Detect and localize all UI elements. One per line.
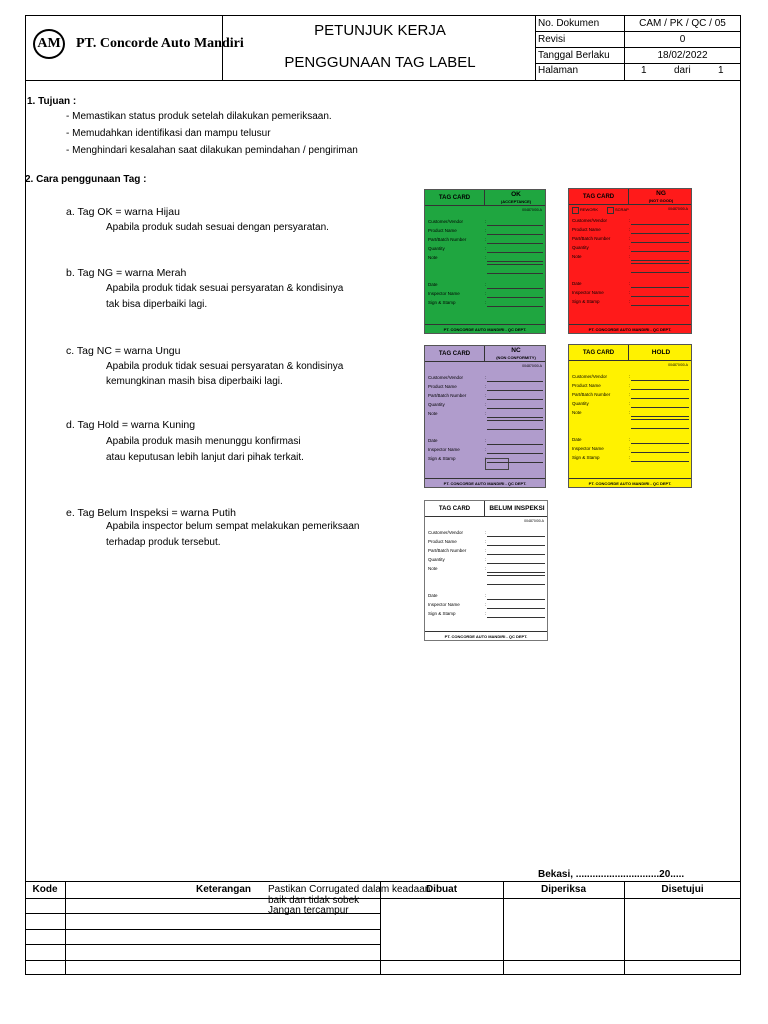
tag-note-line — [487, 420, 543, 421]
tag-field-label: Quantity — [572, 245, 589, 250]
header-bottom-rule — [25, 80, 741, 81]
meta-label: Halaman — [538, 65, 579, 76]
tag-field-line — [631, 242, 689, 243]
tag-nc-title: c. Tag NC = warna Ungu — [66, 345, 181, 357]
footer-col-rule — [624, 881, 625, 975]
tag-field-line — [487, 572, 545, 573]
tag-note-line — [631, 428, 689, 429]
meta-label: Tanggal Berlaku — [538, 50, 610, 61]
col-dibuat: Dibuat — [425, 884, 458, 895]
tag-field-colon: : — [629, 374, 631, 379]
tag-field-colon: : — [485, 593, 487, 598]
meta-value: 0 — [679, 34, 686, 45]
tag-card-status: NG — [656, 190, 666, 197]
section-2-heading: 2. Cara penggunaan Tag : — [25, 174, 147, 185]
tag-field-line — [631, 461, 689, 462]
tag-field-line — [487, 399, 543, 400]
tag-field-label: Part/Batch Number — [428, 237, 467, 242]
tag-field-line — [487, 408, 543, 409]
tag-card-hold — [568, 344, 692, 488]
col-keterangan: Keterangan — [196, 884, 252, 895]
purpose-item: - Memastikan status produk setelah dilakukan pemeriksaan. — [66, 111, 332, 122]
tag-card-substatus: (NON CONFORMITY) — [496, 355, 536, 360]
tag-field-label: Product Name — [428, 228, 457, 233]
tag-field-line — [631, 443, 689, 444]
tag-field-line — [487, 417, 543, 418]
tag-ng-desc: tak bisa diperbaiki lagi. — [106, 299, 208, 310]
tag-note-line — [631, 419, 689, 420]
tag-field-label: Customer/Vendor — [428, 219, 464, 224]
tag-field-colon: : — [485, 228, 487, 233]
tag-field-line — [487, 243, 543, 244]
tag-field-colon: : — [485, 300, 487, 305]
tag-field-label: Sign & Stamp — [572, 455, 600, 460]
tag-field-line — [631, 224, 689, 225]
tag-field-colon: : — [629, 455, 631, 460]
tag-field-colon: : — [629, 218, 631, 223]
tag-field-line — [487, 617, 545, 618]
tag-field-label: Inspector Name — [572, 290, 604, 295]
tag-card-number: 004870/00.A — [668, 363, 688, 367]
tag-note-line — [631, 263, 689, 264]
tag-field-line — [631, 260, 689, 261]
tag-card-number: 004870/00.A — [524, 519, 544, 523]
tag-field-colon: : — [629, 401, 631, 406]
tag-field-colon: : — [629, 392, 631, 397]
tag-field-label: Customer/Vendor — [428, 530, 464, 535]
tag-card-footer: PT. CONCORDE AUTO MANDIRI - QC DEPT. — [425, 478, 545, 487]
tag-field-colon: : — [485, 566, 487, 571]
stamp-box — [485, 458, 509, 470]
tag-field-colon: : — [629, 236, 631, 241]
tag-field-label: Part/Batch Number — [572, 236, 611, 241]
tag-field-line — [487, 252, 543, 253]
tag-field-line — [487, 390, 543, 391]
tag-field-line — [631, 380, 689, 381]
tag-ok-desc: Apabila produk sudah sesuai dengan persyaratan. — [106, 222, 329, 233]
tag-field-colon: : — [629, 299, 631, 304]
tag-field-label: Sign & Stamp — [428, 300, 456, 305]
footer-col-rule — [65, 881, 66, 975]
tag-card-number: 004870/00.A — [668, 207, 688, 211]
document-title: PETUNJUK KERJA — [314, 22, 446, 39]
page-of: dari — [674, 65, 691, 76]
tag-field-label: Sign & Stamp — [572, 299, 600, 304]
meta-value: 18/02/2022 — [657, 50, 708, 61]
tag-field-line — [631, 452, 689, 453]
tag-field-colon: : — [485, 255, 487, 260]
company-name: PT. Concorde Auto Mandiri — [76, 36, 244, 51]
tag-field-label: Customer/Vendor — [428, 375, 464, 380]
tag-field-label: Inspector Name — [428, 291, 460, 296]
tag-card-ng — [568, 188, 692, 334]
tag-field-line — [631, 251, 689, 252]
tag-field-label: Inspector Name — [428, 602, 460, 607]
meta-rule — [535, 47, 741, 48]
document-subtitle: PENGGUNAAN TAG LABEL — [284, 54, 476, 71]
tag-field-label: Product Name — [428, 384, 457, 389]
tag-field-line — [487, 563, 545, 564]
tag-field-colon: : — [485, 219, 487, 224]
meta-rule — [535, 31, 741, 32]
tag-field-colon: : — [485, 456, 487, 461]
tag-note-line — [487, 273, 543, 274]
section-1-heading: 1. Tujuan : — [27, 96, 77, 107]
tag-field-colon: : — [485, 291, 487, 296]
tag-card-belum-inspeksi — [424, 500, 548, 641]
tag-card-substatus: (NOT GOOD) — [648, 198, 674, 203]
tag-field-colon: : — [485, 602, 487, 607]
tag-field-label: Inspector Name — [572, 446, 604, 451]
place-date: Bekasi, ..............................20..... — [538, 869, 685, 880]
tag-field-line — [487, 536, 545, 537]
col-disetujui: Disetujui — [661, 884, 704, 895]
tag-hold-desc: atau keputusan lebih lanjut dari pihak terkait. — [106, 452, 304, 463]
tag-field-label: Date — [572, 437, 582, 442]
tag-field-colon: : — [485, 530, 487, 535]
tag-field-line — [487, 599, 545, 600]
tag-field-colon: : — [485, 539, 487, 544]
tag-field-label: Note — [572, 410, 582, 415]
tag-hold-desc: Apabila produk masih menunggu konfirmasi — [106, 436, 301, 447]
tag-field-line — [487, 608, 545, 609]
logo-letters: AM — [37, 36, 61, 51]
tag-field-colon: : — [485, 411, 487, 416]
tag-field-colon: : — [485, 393, 487, 398]
tag-belum-desc: Apabila inspector belum sempat melakukan pemeriksaan — [106, 521, 360, 532]
tag-field-colon: : — [485, 557, 487, 562]
tag-card-status: NC — [511, 347, 521, 354]
tag-field-line — [487, 288, 543, 289]
tag-field-label: Quantity — [428, 402, 445, 407]
tag-ok-title: a. Tag OK = warna Hijau — [66, 206, 180, 218]
footer-col-rule — [380, 881, 381, 975]
tag-field-line — [487, 462, 543, 463]
tag-card-nc — [424, 345, 546, 488]
tag-field-colon: : — [485, 384, 487, 389]
tag-field-line — [631, 233, 689, 234]
tag-field-line — [631, 398, 689, 399]
tag-field-colon: : — [485, 611, 487, 616]
tag-nc-desc: Apabila produk tidak sesuai persyaratan & kondisinya — [106, 361, 344, 372]
company-logo — [33, 29, 65, 59]
note-line: Pastikan Corrugated dalam keadaan — [268, 884, 431, 895]
tag-note-line — [487, 429, 543, 430]
tag-field-colon: : — [485, 375, 487, 380]
tag-field-label: Quantity — [428, 246, 445, 251]
scrap-checkbox — [607, 207, 614, 214]
tag-field-label: Date — [428, 438, 438, 443]
tag-hold-title: d. Tag Hold = warna Kuning — [66, 419, 196, 431]
tag-card-number: 004870/00.A — [522, 208, 542, 212]
tag-nc-desc: kemungkinan masih bisa diperbaiki lagi. — [106, 376, 283, 387]
tag-field-colon: : — [629, 227, 631, 232]
tag-belum-desc: terhadap produk tersebut. — [106, 537, 221, 548]
tag-field-label: Date — [428, 282, 438, 287]
rework-checkbox — [572, 207, 579, 214]
tag-card-ok — [424, 189, 546, 334]
tag-field-label: Quantity — [572, 401, 589, 406]
tag-field-line — [487, 261, 543, 262]
tag-card-label: TAG CARD — [425, 190, 485, 206]
tag-card-label: TAG CARD — [425, 346, 485, 362]
tag-field-line — [487, 306, 543, 307]
purpose-item: - Memudahkan identifikasi dan mampu telusur — [66, 128, 271, 139]
note-line: Jangan tercampur — [268, 905, 349, 916]
tag-field-colon: : — [485, 447, 487, 452]
footer-col-rule — [503, 881, 504, 975]
tag-field-line — [487, 234, 543, 235]
tag-field-label: Sign & Stamp — [428, 611, 456, 616]
tag-field-colon: : — [485, 402, 487, 407]
tag-belum-title: e. Tag Belum Inspeksi = warna Putih — [66, 507, 236, 519]
tag-field-colon: : — [485, 246, 487, 251]
tag-field-colon: : — [629, 383, 631, 388]
tag-field-label: Part/Batch Number — [428, 393, 467, 398]
tag-field-colon: : — [629, 410, 631, 415]
tag-ng-desc: Apabila produk tidak sesuai persyaratan & kondisinya — [106, 283, 344, 294]
tag-field-colon: : — [485, 548, 487, 553]
tag-card-number: 004870/00.A — [522, 364, 542, 368]
meta-value: CAM / PK / QC / 05 — [639, 18, 726, 29]
tag-field-label: Part/Batch Number — [428, 548, 467, 553]
tag-note-line — [487, 584, 545, 585]
col-diperiksa: Diperiksa — [540, 884, 587, 895]
tag-ng-title: b. Tag NG = warna Merah — [66, 267, 187, 279]
tag-field-line — [487, 554, 545, 555]
tag-field-label: Customer/Vendor — [572, 374, 608, 379]
tag-card-substatus: (ACCEPTANCE) — [500, 199, 532, 204]
purpose-item: - Menghindari kesalahan saat dilakukan pemindahan / pengiriman — [66, 145, 358, 156]
tag-field-label: Quantity — [428, 557, 445, 562]
tag-field-label: Product Name — [428, 539, 457, 544]
tag-card-footer: PT. CONCORDE AUTO MANDIRI - QC DEPT. — [569, 478, 691, 487]
tag-field-colon: : — [629, 446, 631, 451]
tag-field-label: Sign & Stamp — [428, 456, 456, 461]
tag-field-line — [487, 297, 543, 298]
meta-label: No. Dokumen — [538, 18, 600, 29]
tag-card-footer: PT. CONCORDE AUTO MANDIRI - QC DEPT. — [425, 324, 545, 333]
note-line: baik dan tidak sobek — [268, 895, 360, 906]
tag-card-status: HOLD — [651, 349, 671, 356]
tag-field-line — [631, 287, 689, 288]
meta-rule — [535, 63, 741, 64]
tag-field-label: Inspector Name — [428, 447, 460, 452]
tag-field-colon: : — [629, 290, 631, 295]
footer-row-rule — [25, 960, 741, 961]
tag-field-line — [487, 453, 543, 454]
footer-header-rule — [25, 898, 741, 899]
tag-card-status: BELUM INSPEKSI — [489, 505, 545, 512]
tag-note-line — [631, 272, 689, 273]
tag-field-line — [631, 296, 689, 297]
tag-field-line — [487, 545, 545, 546]
scrap-label: SCRAP — [615, 207, 629, 212]
tag-field-label: Note — [428, 255, 438, 260]
tag-card-label: TAG CARD — [569, 345, 629, 361]
rework-label: REWORK — [580, 207, 598, 212]
page-total: 1 — [718, 65, 724, 76]
tag-note-line — [487, 575, 545, 576]
tag-field-label: Note — [572, 254, 582, 259]
tag-field-line — [487, 444, 543, 445]
footer-row-rule — [25, 944, 380, 945]
tag-field-label: Customer/Vendor — [572, 218, 608, 223]
footer-top-rule — [25, 881, 741, 882]
col-kode: Kode — [32, 884, 58, 895]
tag-field-label: Product Name — [572, 227, 601, 232]
tag-card-label: TAG CARD — [569, 189, 629, 205]
tag-field-colon: : — [485, 282, 487, 287]
tag-field-line — [631, 389, 689, 390]
tag-field-colon: : — [629, 437, 631, 442]
tag-field-label: Product Name — [572, 383, 601, 388]
tag-field-colon: : — [629, 245, 631, 250]
document-frame — [25, 15, 741, 975]
tag-field-line — [487, 225, 543, 226]
tag-field-label: Note — [428, 566, 438, 571]
tag-field-label: Date — [428, 593, 438, 598]
page-number: 1 — [641, 65, 647, 76]
tag-field-label: Note — [428, 411, 438, 416]
tag-card-footer: PT. CONCORDE AUTO MANDIRI - QC DEPT. — [569, 324, 691, 333]
footer-row-rule — [25, 929, 380, 930]
tag-field-line — [631, 416, 689, 417]
meta-label: Revisi — [538, 34, 566, 45]
tag-card-status: OK — [511, 191, 521, 198]
tag-field-line — [631, 407, 689, 408]
tag-field-label: Date — [572, 281, 582, 286]
tag-note-line — [487, 264, 543, 265]
tag-field-line — [631, 305, 689, 306]
tag-field-colon: : — [485, 237, 487, 242]
tag-field-colon: : — [629, 254, 631, 259]
tag-field-label: Part/Batch Number — [572, 392, 611, 397]
tag-field-colon: : — [629, 281, 631, 286]
tag-card-label: TAG CARD — [425, 501, 485, 517]
tag-card-footer: PT. CONCORDE AUTO MANDIRI - QC DEPT. — [425, 631, 547, 640]
tag-field-colon: : — [485, 438, 487, 443]
tag-field-line — [487, 381, 543, 382]
